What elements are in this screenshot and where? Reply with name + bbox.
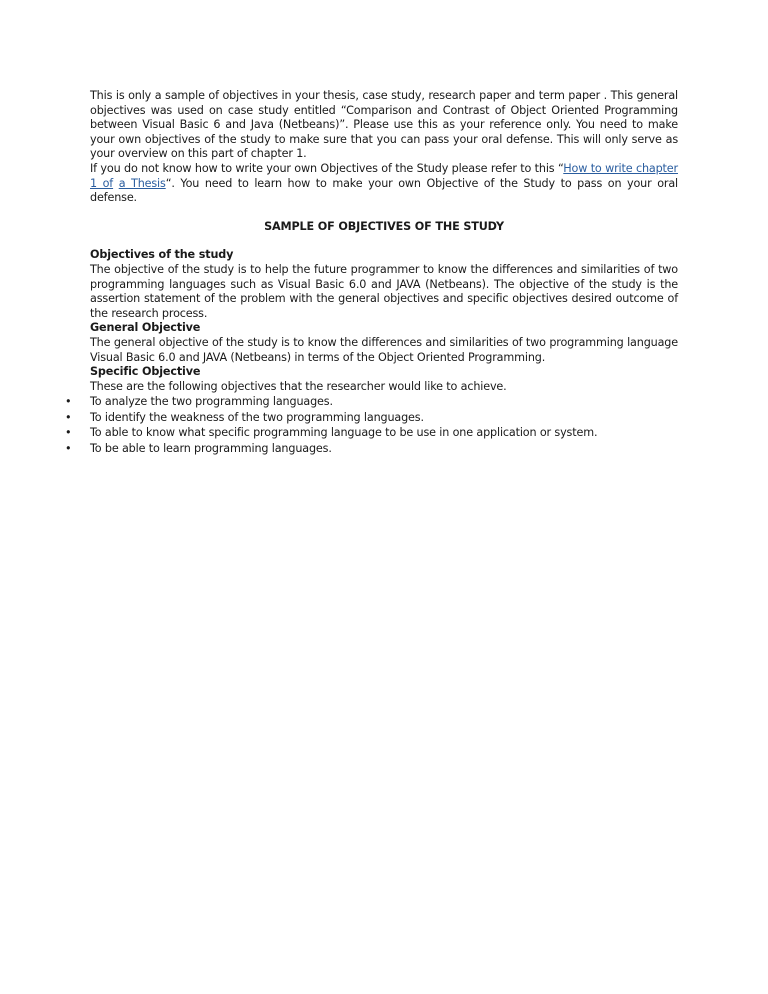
general-objective-heading: General Objective bbox=[90, 321, 201, 335]
intro-paragraph: This is only a sample of objectives in your thesis, case study, research paper and term paper . This general objectives was used on case study entitled “Comparison and Contrast of Object Oriented Programming between Visual Basic 6 and Java (Netbeans)”. Please use this as your reference only. You need to make your own objectives of the study to make sure that you can pass your oral defense. This will only serve as your overview on this part of chapter 1. bbox=[90, 89, 678, 161]
specific-objective-intro: These are the following objectives that the researcher would like to achieve. bbox=[90, 379, 507, 393]
specific-objectives-list bbox=[65, 394, 678, 456]
bullet-icon: • bbox=[65, 410, 72, 424]
reference-text-after: “. You need to learn how to make your own Objective of the Study to pass on your oral defense. bbox=[90, 176, 678, 205]
general-objective-body: The general objective of the study is to know the differences and similarities of two programming language Visual Basic 6.0 and JAVA (Netbeans) in terms of the Object Oriented Programming. bbox=[90, 335, 678, 364]
objectives-body: The objective of the study is to help the future programmer to know the differences and similarities of two programming languages such as Visual Basic 6.0 and JAVA (Netbeans). The objective of the study is the assertion statement of the problem with the general objectives and specific objectives desired outcome of the research process. bbox=[90, 262, 678, 320]
list-item bbox=[65, 425, 678, 441]
bullet-icon: • bbox=[65, 442, 72, 456]
list-item-text: To be able to learn programming languages. bbox=[90, 442, 332, 456]
reference-text-before: If you do not know how to write your own Objectives of the Study please refer to this “ bbox=[90, 161, 564, 175]
page-title: SAMPLE OF OBJECTIVES OF THE STUDY bbox=[264, 219, 504, 233]
objectives-heading: Objectives of the study bbox=[90, 248, 234, 262]
list-item-text: To able to know what specific programming language to be use in one application or system. bbox=[90, 426, 598, 440]
list-item-text: To analyze the two programming languages. bbox=[90, 395, 333, 409]
list-item bbox=[65, 410, 678, 426]
bullet-icon: • bbox=[65, 426, 72, 440]
list-item-text: To identify the weakness of the two programming languages. bbox=[90, 410, 424, 424]
how-to-write-chapter-link[interactable]: How to write chapter 1 of bbox=[90, 161, 678, 190]
bullet-icon: • bbox=[65, 395, 72, 409]
a-thesis-link[interactable]: a Thesis bbox=[118, 176, 166, 190]
list-item bbox=[65, 394, 678, 410]
reference-paragraph bbox=[90, 162, 678, 206]
specific-objective-heading: Specific Objective bbox=[90, 365, 201, 379]
document-page bbox=[65, 89, 678, 457]
list-item bbox=[65, 441, 678, 457]
